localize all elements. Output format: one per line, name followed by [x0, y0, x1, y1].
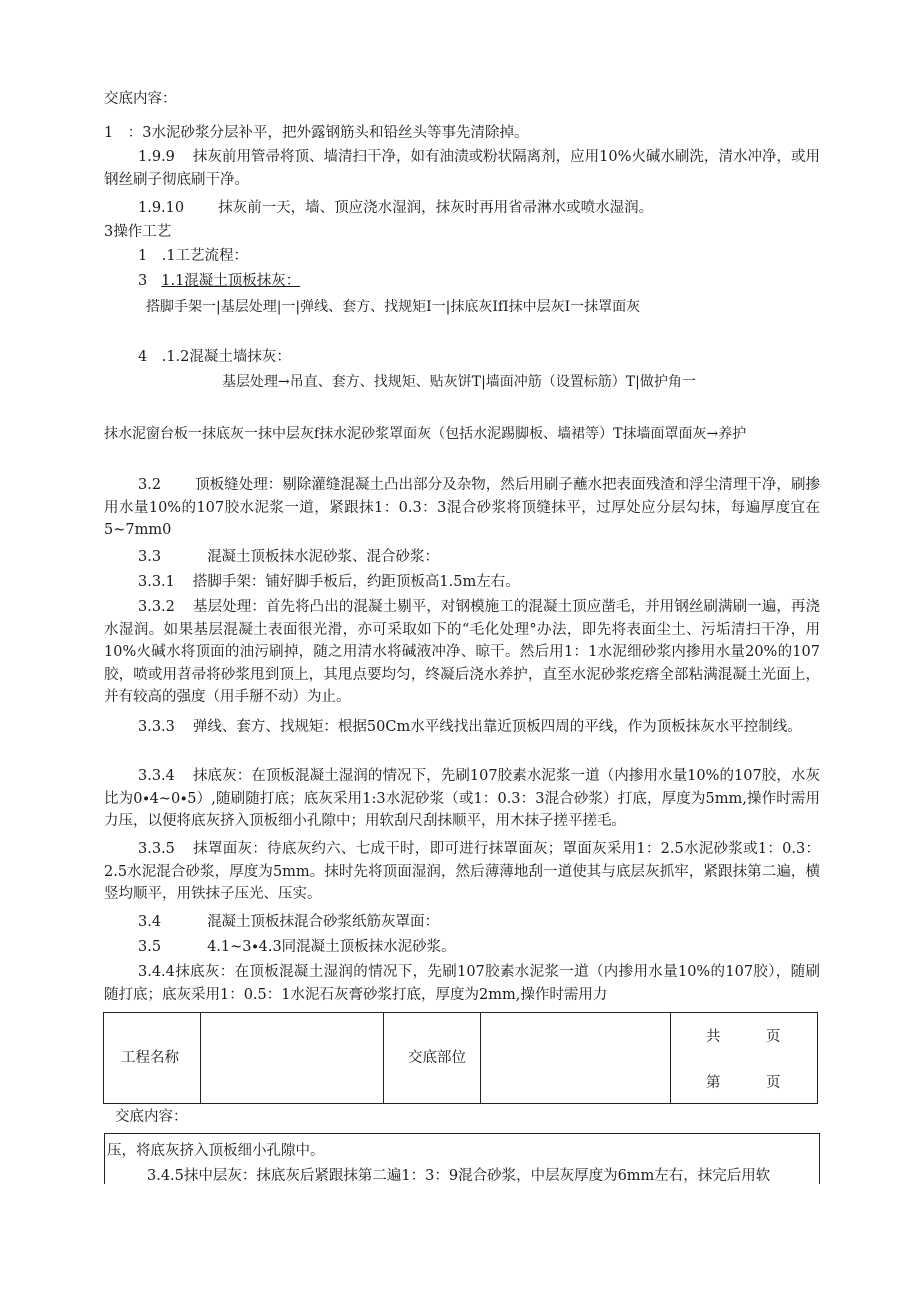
part-value-cell: [480, 1013, 671, 1103]
total-label: 共: [706, 1029, 721, 1045]
section-number: 3.3.1: [138, 574, 175, 590]
paragraph-line-1: 1 ：3水泥砂浆分层补平，把外露钢筋头和铅丝头等事先清除掉。: [104, 125, 529, 141]
paragraph-1-9-9: [104, 146, 820, 191]
paragraph-3-3-2: [104, 596, 820, 709]
part-label: 交底部位: [408, 1050, 466, 1066]
continuation-box: [104, 1133, 820, 1184]
section-text: 抹灰前一天，墙、顶应浇水湿润，抹灰时再用省帚淋水或喷水湿润。: [218, 200, 654, 216]
footer-label: 交底内容：: [115, 1109, 188, 1125]
subsection-title: 1.1混凝土顶板抹灰：: [161, 273, 301, 289]
section-number: 3.2: [138, 477, 162, 493]
section-text: 混凝土顶板抹水泥砂浆、混合砂浆：: [207, 549, 440, 565]
project-name-label: 工程名称: [121, 1050, 179, 1066]
paragraph-3-3-1: [138, 571, 520, 593]
process-flow-wall-2: 抹水泥窗台板一抹底灰一抹中层灰f抹水泥砂浆罩面灰（包括水泥踢脚板、墙裙等）T抹墙面罩面灰→养护: [104, 426, 747, 442]
section-text: 搭脚手架：铺好脚手板后，约距顶板高1.5m左右。: [192, 574, 520, 590]
part-label-cell: [383, 1013, 481, 1103]
section-text: 4.1~3∙4.3同混凝土顶板抹水泥砂浆。: [207, 939, 456, 955]
paragraph-3-3-5: [104, 838, 820, 906]
subsection-heading-ceiling: [138, 270, 300, 292]
total-unit: 页: [766, 1029, 781, 1045]
section-text: 弹线、套方、找规矩：根据50Cm水平线找出靠近顶板四周的平线，作为顶板抹灰水平控制线。: [192, 719, 802, 735]
section-text: 基层处理：首先将凸出的混凝土剔平，对钢模施工的混凝土顶应凿毛，并用钢丝刷满刷一遍，再浇水湿润。如果基层混凝土表面很光滑，亦可采取如下的“毛化处理°办法，即先将表面尘土、污垢清扫干净，用10%火碱水将顶面的油污刷掉，随之用清水将碱液冲净、晾干。然后用1：1水泥细砂浆内掺用水量20%的107胶，喷或用苕帚将砂浆甩到顶上，其甩点要均匀，终凝后浇水养护，直至水泥砂浆疙瘩全部粘满混凝土光面上，并有较高的强度（用手掰不动）为止。: [104, 599, 820, 706]
paragraph-3-4: [138, 911, 439, 933]
section-number: 3.3.3: [138, 719, 175, 735]
page-count-cell: [670, 1013, 817, 1103]
paragraph-1-9-10: [138, 197, 653, 219]
section-number: 3.4: [138, 914, 162, 930]
section-number: 1.9.9: [138, 149, 175, 165]
process-flow-wall-1: 基层处理→吊直、套方、找规矩、贴灰饼T|墙面冲筋（设置标筋）T|做护角一: [222, 374, 696, 390]
info-table: [103, 1012, 818, 1104]
process-flow-ceiling: 搭脚手架一|基层处理|一|弹线、套方、找规矩I一|抹底灰IfI抹中层灰I一抹罩面灰: [146, 299, 641, 315]
section-number: 3.5: [138, 939, 162, 955]
section-text: 抹底灰：在顶板混凝土湿润的情况下，先刷107胶素水泥浆一道（内掺用水量10%的107胶，水灰比为0∙4~0∙5）,随刷随打底；底灰采用1:3水泥砂浆（或1：0.3：3混合砂浆）打底，厚度为5mm,操作时需用力压，以便将底灰挤入顶板细小孔隙中；用软刮尺刮抹顺平，用木抹子搓平搓毛。: [104, 768, 820, 830]
project-name-value-cell: [200, 1013, 384, 1103]
page-label: 第: [706, 1075, 721, 1091]
section-text: 抹灰前用管帚将顶、墙清扫干净，如有油渍或粉状隔离剂，应用10%火碱水刷洗，清水冲净，或用钢丝刷子彻底刷干净。: [104, 149, 820, 188]
subsection-prefix: 3: [138, 273, 148, 289]
section-number: 3.3.2: [138, 599, 175, 615]
subsection-heading: 1 .1工艺流程：: [138, 248, 249, 264]
section-number: 3.3.4: [138, 768, 175, 784]
section-text: 混凝土顶板抹混合砂浆纸筋灰罩面：: [207, 914, 440, 930]
paragraph-3-5: [138, 936, 456, 958]
subsection-heading-wall: 4 .1.2混凝土墙抹灰：: [138, 349, 291, 365]
section-number: 3.3: [138, 549, 162, 565]
section-number: 3.3.5: [138, 841, 175, 857]
paragraph-3-2: [104, 474, 820, 542]
continuation-line-2: 3.4.5抹中层灰：抹底灰后紧跟抹第二遍1：3：9混合砂浆，中层灰厚度为6mm左右，抹完后用软: [147, 1168, 771, 1184]
header-label: 交底内容：: [104, 91, 177, 107]
paragraph-3-3-4: [104, 765, 820, 833]
section-number: 1.9.10: [138, 200, 185, 216]
paragraph-3-3-3: [104, 716, 820, 739]
section-heading: 3操作工艺: [104, 224, 172, 240]
section-text: 抹罩面灰：待底灰约六、七成干时，即可进行抹罩面灰；罩面灰采用1：2.5水泥砂浆或1：0.3：2.5水泥混合砂浆，厚度为5mm。抹时先将顶面湿润，然后薄薄地刮一道使其与底层灰抓牢，紧跟抹第二遍，横竖均顺平，用铁抹子压光、压实。: [104, 841, 820, 903]
section-text: 顶板缝处理：剔除灌缝混凝土凸出部分及杂物，然后用刷子蘸水把表面残渣和浮尘清理干净，刷掺用水量10%的107胶水泥浆一道，紧跟抹1：0.3：3混合砂浆将顶缝抹平，过厚处应分层勾抹，每遍厚度宜在5~7mm0: [104, 477, 820, 539]
page-unit: 页: [766, 1075, 781, 1091]
paragraph-3-3: [138, 546, 439, 568]
continuation-line-1: 压，将底灰挤入顶板细小孔隙中。: [107, 1143, 325, 1159]
paragraph-3-4-4: 3.4.4抹底灰：在顶板混凝土湿润的情况下，先刷107胶素水泥浆一道（内掺用水量10%的107胶），随刷随打底；底灰采用1：0.5：1水泥石灰膏砂浆打底，厚度为2mm,操作时需用力: [104, 964, 820, 1003]
project-name-label-cell: [104, 1013, 201, 1103]
